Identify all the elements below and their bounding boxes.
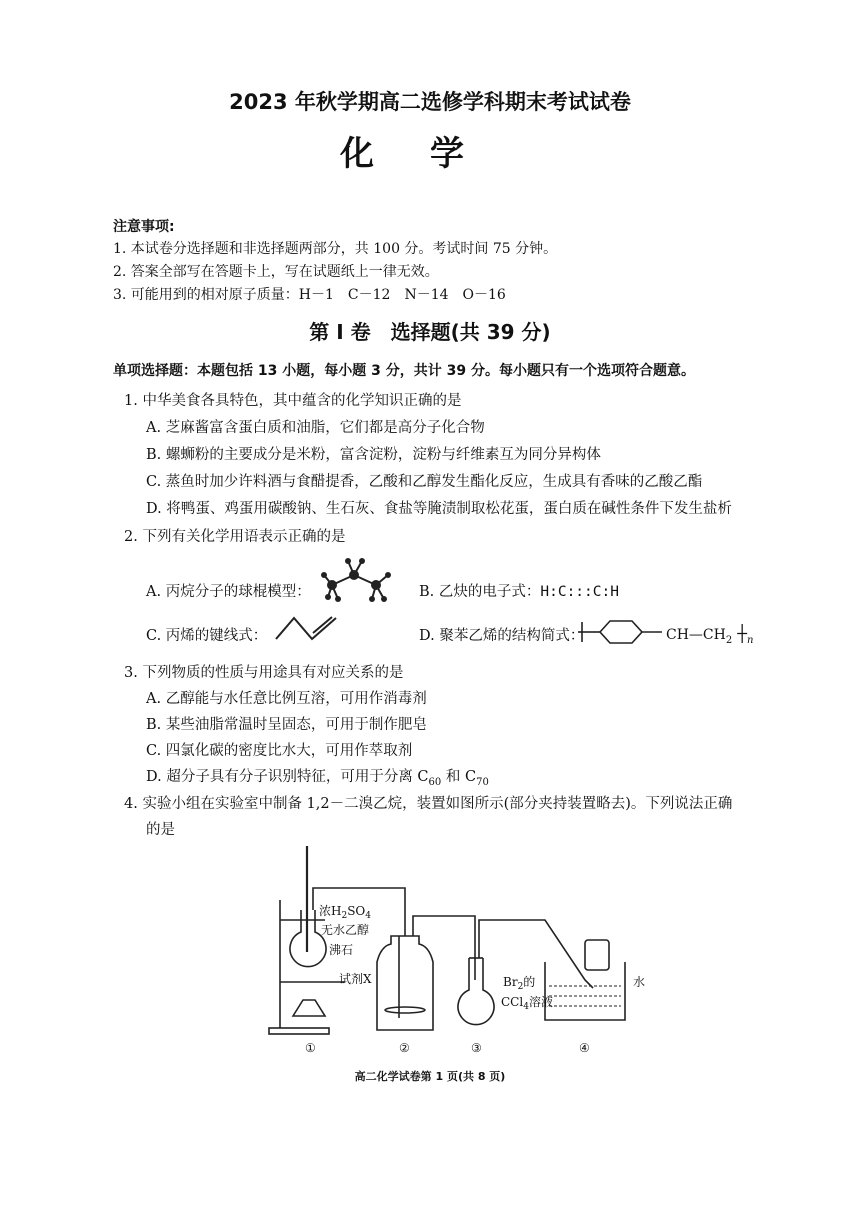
q2-option-d: D. 聚苯乙烯的结构简式： xyxy=(419,628,585,644)
q1-option-a: A. 芝麻酱富含蛋白质和油脂，它们都是高分子化合物 xyxy=(146,420,485,436)
label-h2so4-mid: SO xyxy=(347,904,366,918)
propane-ball-stick-model xyxy=(318,553,398,607)
q3-option-d-sub2: 70 xyxy=(476,776,489,788)
apparatus-diagram xyxy=(255,840,675,1060)
label-ccl4-sub: 4 xyxy=(523,1002,529,1012)
q1-option-c: C. 蒸鱼时加少许料酒与食醋提香，乙酸和乙醇发生酯化反应，生成具有香味的乙酸乙酯 xyxy=(146,474,703,490)
label-reagent-x: 试剂X xyxy=(339,972,372,986)
notes-heading: 注意事项: xyxy=(113,219,175,235)
label-water: 水 xyxy=(633,975,646,989)
q3-option-d-text: D. 超分子具有分子识别特征，可用于分离 C xyxy=(146,769,429,785)
acetylene-electron-formula: H:C:::C:H xyxy=(540,584,619,600)
q3-option-c: C. 四氯化碳的密度比水大，可用作萃取剂 xyxy=(146,743,413,759)
q4-stem-line1: 4. 实验小组在实验室中制备 1,2－二溴乙烷，装置如图所示(部分夹持装置略去)。下列说法正确 xyxy=(124,796,733,812)
q1-stem: 1. 中华美食各具特色，其中蕴含的化学知识正确的是 xyxy=(124,393,462,409)
polystyrene-chain: $CH—CH_2$ $┼_n$ xyxy=(666,624,754,646)
q4-stem-line2: 的是 xyxy=(146,822,175,838)
burner xyxy=(293,1000,325,1016)
q1-option-b: B. 螺蛳粉的主要成分是米粉，富含淀粉，淀粉与纤维素互为同分异构体 xyxy=(146,447,601,463)
wash-bottle xyxy=(377,936,433,1030)
label-h2so4-sub1: 2 xyxy=(341,911,348,921)
q2-option-c: C. 丙烯的键线式： xyxy=(146,628,268,644)
svg-text:Br2的 xyxy=(503,975,535,992)
q3-option-b: B. 某些油脂常温时呈固态，可用于制作肥皂 xyxy=(146,717,427,733)
label-n4: ④ xyxy=(579,1041,590,1055)
note-item: 1. 本试卷分选择题和非选择题两部分，共 100 分。考试时间 75 分钟。 xyxy=(113,241,558,257)
q3-stem: 3. 下列物质的性质与用途具有对应关系的是 xyxy=(124,665,404,681)
subject-title: 化学 xyxy=(340,134,520,174)
q1-option-d: D. 将鸭蛋、鸡蛋用碳酸钠、生石灰、食盐等腌渍制取松花蛋，蛋白质在碱性条件下发生盐析 xyxy=(146,501,732,517)
stand-base xyxy=(269,1028,329,1034)
label-ccl4-rest: 溶液 xyxy=(528,995,553,1009)
q2-stem: 2. 下列有关化学用语表示正确的是 xyxy=(124,529,346,545)
label-ethanol: 无水乙醇 xyxy=(321,923,370,937)
q3-option-a: A. 乙醇能与水任意比例互溶，可用作消毒剂 xyxy=(146,691,427,707)
label-n2: ② xyxy=(399,1041,410,1055)
section-title: 第 I 卷 选择题(共 39 分) xyxy=(309,320,551,344)
q3-option-d-mid: 和 C xyxy=(441,769,477,785)
page-footer: 高二化学试卷第 1 页(共 8 页) xyxy=(354,1070,506,1083)
label-n1: ① xyxy=(305,1041,316,1055)
polystyrene-formula: CH—CH xyxy=(666,627,726,643)
label-h2so4: 浓H xyxy=(319,904,342,918)
label-br2-de: 的 xyxy=(523,975,536,989)
note-item: 3. 可能用到的相对原子质量：H－1 C－12 N－14 O－16 xyxy=(113,287,506,303)
beaker xyxy=(545,962,625,1020)
q3-option-d-sub1: 60 xyxy=(428,776,442,788)
q2-option-b-label: B. 乙炔的电子式： xyxy=(419,584,541,600)
polystyrene-sub: 2 xyxy=(725,634,733,646)
polystyrene-ring-icon xyxy=(578,614,664,648)
q2-option-a: A. 丙烷分子的球棍模型： xyxy=(146,584,311,600)
polystyrene-n: n xyxy=(746,634,754,646)
label-h2so4-sub2: 4 xyxy=(365,911,371,921)
svg-text:浓H2SO4 xyxy=(319,904,371,921)
collection-bottle xyxy=(585,940,609,970)
label-br2: Br xyxy=(503,975,518,989)
section-instruction: 单项选择题：本题包括 13 小题，每小题 3 分，共计 39 分。每小题只有一个选项符合题意。 xyxy=(113,363,695,379)
flask-3 xyxy=(458,958,494,1025)
q2-option-b xyxy=(419,580,619,601)
propene-skeletal-formula xyxy=(274,612,340,644)
exam-title: 2023 年秋学期高二选修学科期末考试试卷 xyxy=(229,90,631,114)
label-n3: ③ xyxy=(471,1041,482,1055)
label-br2-sub: 2 xyxy=(517,982,524,992)
label-ccl4: CCl xyxy=(501,995,524,1009)
note-item: 2. 答案全部写在答题卡上，写在试题纸上一律无效。 xyxy=(113,264,439,280)
q3-option-d xyxy=(146,765,489,788)
label-boiling-stone: 沸石 xyxy=(329,943,354,957)
